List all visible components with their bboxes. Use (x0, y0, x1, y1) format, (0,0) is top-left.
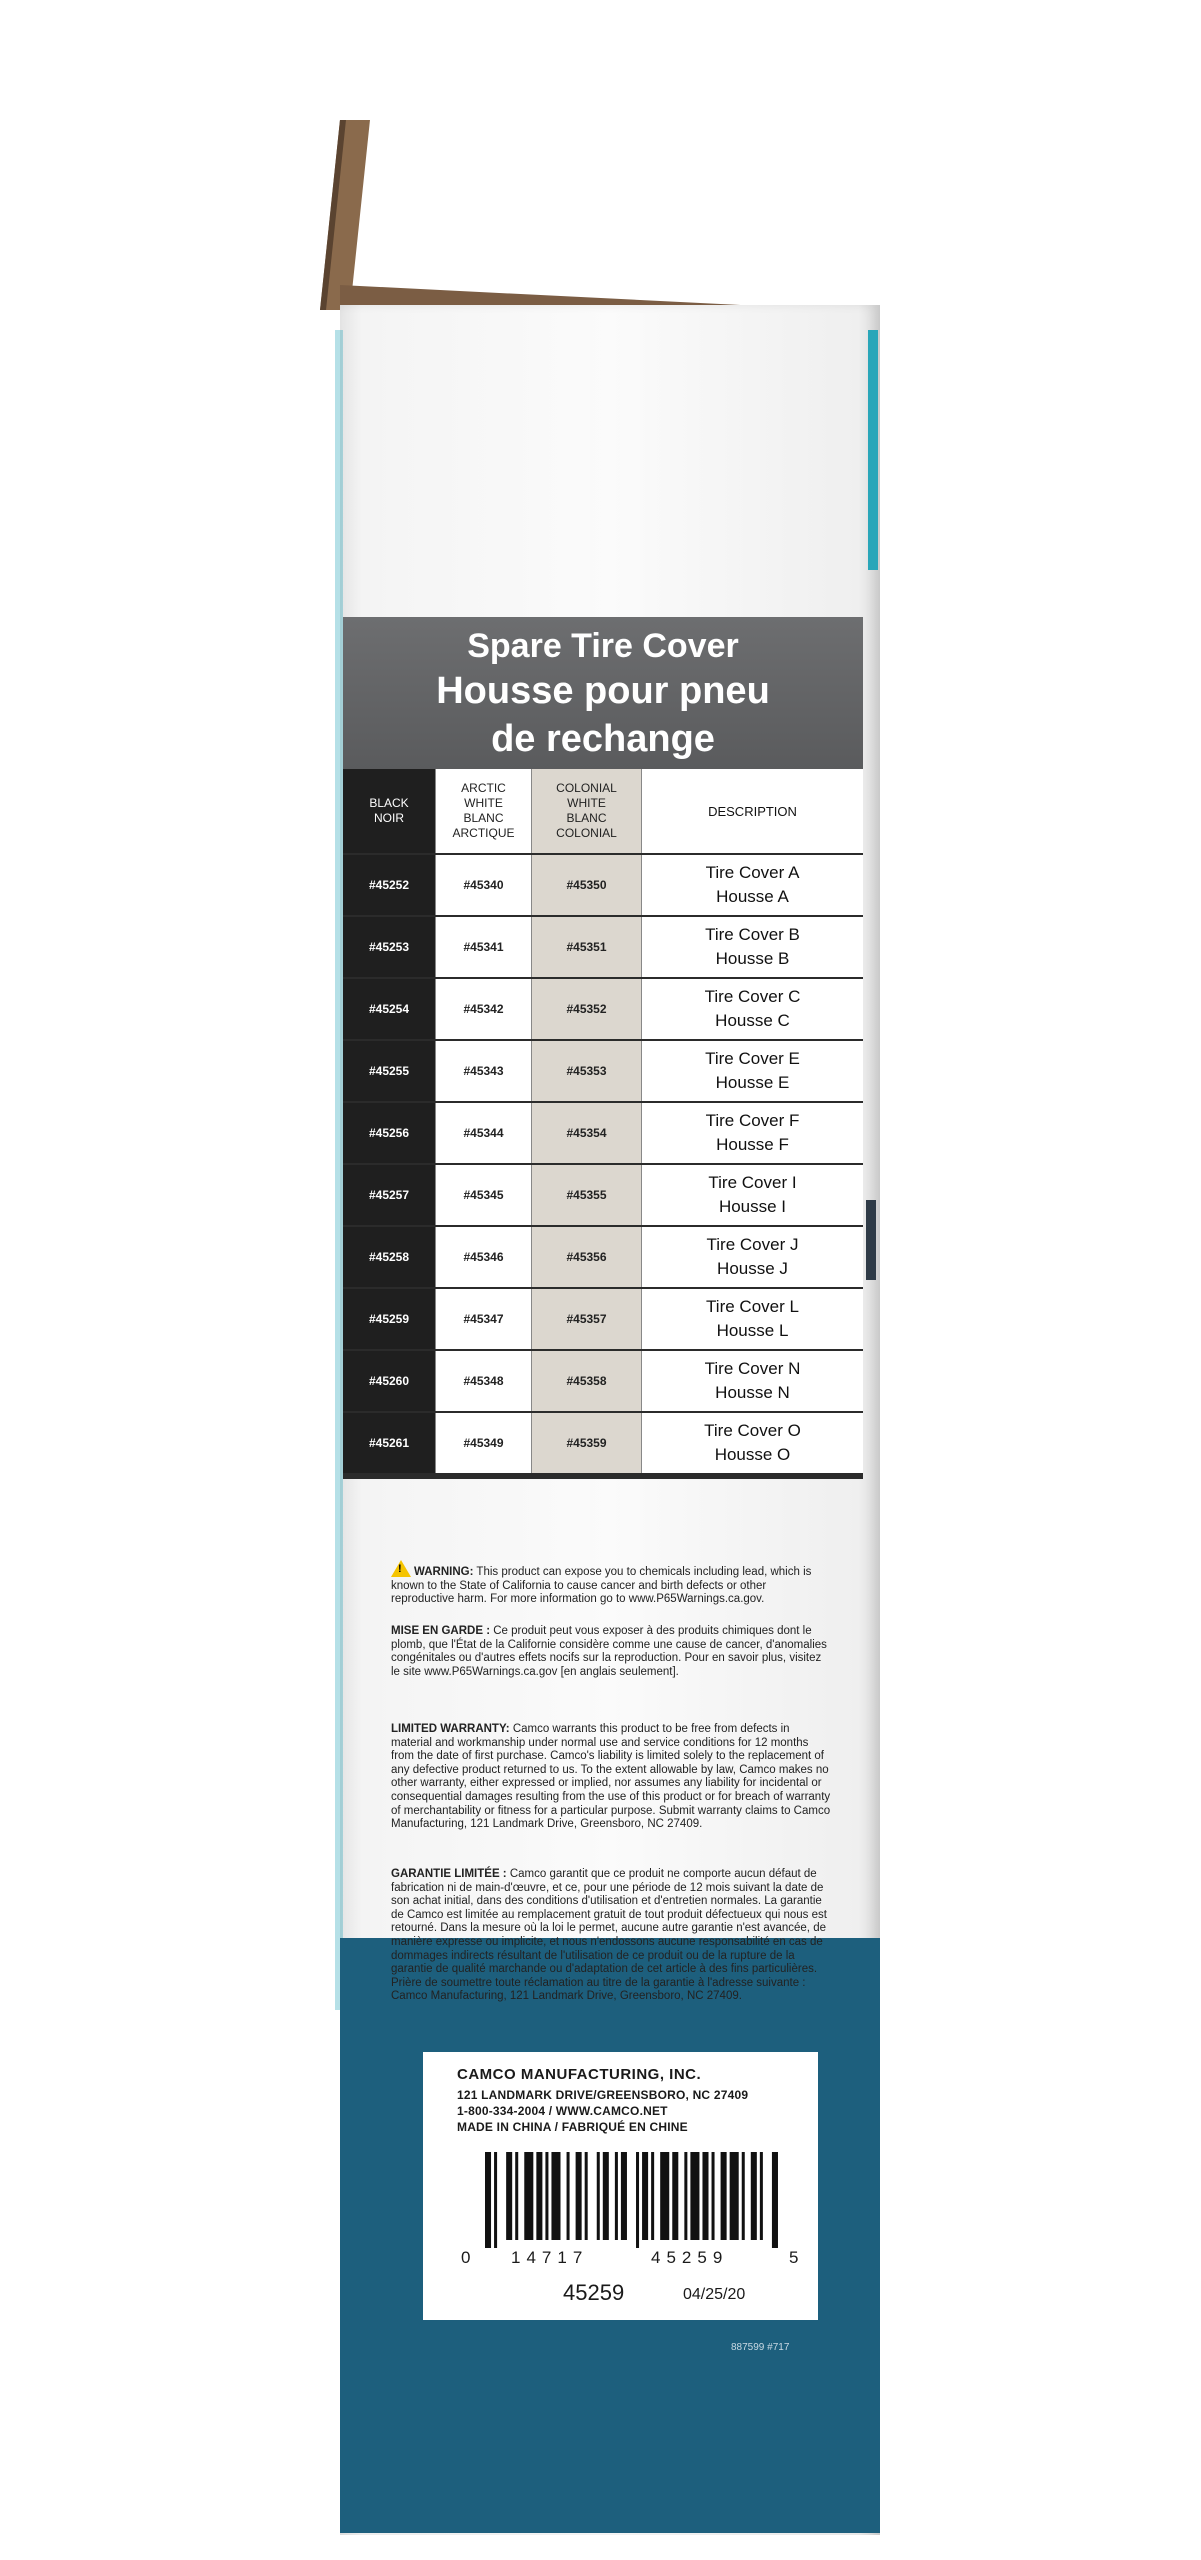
barcode-digit-first: 0 (461, 2248, 471, 2267)
cell-colonial-sku: #45359 (531, 1413, 641, 1473)
barcode-bar (742, 2152, 745, 2240)
cell-colonial-sku: #45350 (531, 855, 641, 915)
cell-black-sku: #45261 (343, 1413, 435, 1473)
barcode-bar (585, 2152, 588, 2240)
table-header-row (343, 769, 863, 853)
header-arctic: ARCTIC WHITE BLANC ARCTIQUE (435, 769, 531, 853)
cell-colonial-sku: #45352 (531, 979, 641, 1039)
header-colonial: COLONIAL WHITE BLANC COLONIAL (531, 769, 641, 853)
limited-warranty-label: LIMITED WARRANTY: (391, 1723, 510, 1735)
barcode-bar (615, 2152, 618, 2240)
cell-description (641, 917, 863, 977)
label-company: CAMCO MANUFACTURING, INC. (457, 2066, 702, 2083)
cell-description (641, 1413, 863, 1473)
cell-arctic-sku: #45340 (435, 855, 531, 915)
barcode-digit-last: 5 (789, 2248, 799, 2267)
garantie-limitee-block (391, 1868, 831, 2004)
cell-black-sku: #45254 (343, 979, 435, 1039)
barcode-bar (536, 2152, 542, 2240)
title-french-line-1: Housse pour pneu (436, 670, 770, 712)
title-english: Spare Tire Cover (467, 627, 739, 665)
barcode-bar (712, 2152, 715, 2240)
barcode-bar (642, 2152, 648, 2240)
barcode-bar (603, 2152, 609, 2240)
barcode-bar (721, 2152, 727, 2240)
cell-arctic-sku: #45345 (435, 1165, 531, 1225)
cell-colonial-sku: #45358 (531, 1351, 641, 1411)
desc-french: Housse N (715, 1383, 790, 1402)
desc-french: Housse I (718, 1197, 787, 1216)
table-row (343, 915, 863, 977)
warning-triangle-icon: ! (391, 1560, 411, 1577)
upc-label (423, 2052, 818, 2320)
table-bottom-rule (343, 1473, 863, 1479)
label-date: 04/25/20 (683, 2286, 746, 2303)
cell-description (641, 979, 863, 1039)
barcode-bar (494, 2152, 497, 2248)
header-description: DESCRIPTION (641, 769, 863, 853)
cell-description (641, 1351, 863, 1411)
desc-french: Housse B (715, 949, 790, 968)
mise-en-garde-label: MISE EN GARDE : (391, 1625, 491, 1637)
table-row (343, 977, 863, 1039)
desc-english: Tire Cover J (706, 1235, 799, 1254)
desc-english: Tire Cover N (704, 1359, 801, 1378)
desc-english: Tire Cover I (708, 1173, 797, 1192)
table-row (343, 1287, 863, 1349)
barcode-bar (751, 2152, 757, 2240)
desc-french: Housse A (716, 887, 789, 906)
table-row (343, 853, 863, 915)
barcode-bar (576, 2152, 582, 2240)
cell-black-sku: #45256 (343, 1103, 435, 1163)
limited-warranty-text: Camco warrants this product to be free from defects in material and workmanship under normal use and service conditions for 12 months from the date of first purchase. Camco's liability is limited solely to the replacement of any defective product returned to us. To the extent allowable by law, Camco makes no other warranty, either expressed or implied, nor assumes any liability for incidental or consequential damages resulting from the use of this product or for breach of warranty of merchantability or fitness for a particular purpose. Submit warranty claims to Camco Manufacturing, 121 Landmark Drive, Greensboro, NC 27409. (391, 1723, 831, 1831)
desc-english: Tire Cover B (705, 925, 800, 944)
box-left-accent (335, 330, 343, 2010)
cell-arctic-sku: #45347 (435, 1289, 531, 1349)
table-row (343, 1349, 863, 1411)
cell-colonial-sku: #45355 (531, 1165, 641, 1225)
barcode (485, 2152, 781, 2248)
cell-colonial-sku: #45356 (531, 1227, 641, 1287)
cell-arctic-sku: #45348 (435, 1351, 531, 1411)
barcode-bar (545, 2152, 548, 2240)
cell-description (641, 1289, 863, 1349)
desc-french: Housse L (716, 1321, 789, 1340)
cell-description (641, 1165, 863, 1225)
warning-block (391, 1560, 831, 1607)
cell-arctic-sku: #45341 (435, 917, 531, 977)
cell-black-sku: #45252 (343, 855, 435, 915)
barcode-digits-left: 14717 (511, 2248, 589, 2267)
barcode-bar (636, 2152, 639, 2248)
cell-description (641, 1227, 863, 1287)
label-origin: MADE IN CHINA / FABRIQUÉ EN CHINE (457, 2120, 688, 2134)
label-phone-web: 1-800-334-2004 / WWW.CAMCO.NET (457, 2104, 668, 2118)
cell-black-sku: #45253 (343, 917, 435, 977)
table-row (343, 1039, 863, 1101)
barcode-bar (515, 2152, 518, 2240)
barcode-bar (684, 2152, 687, 2240)
barcode-bar (672, 2152, 678, 2240)
desc-english: Tire Cover O (704, 1421, 801, 1440)
table-row (343, 1411, 863, 1473)
print-code: 887599 #717 (731, 2342, 790, 2353)
barcode-bar (485, 2152, 491, 2248)
barcode-digits-right: 45259 (651, 2248, 729, 2267)
desc-english: Tire Cover L (706, 1297, 799, 1316)
cell-arctic-sku: #45342 (435, 979, 531, 1039)
box-top-flap (320, 120, 370, 310)
barcode-bar (567, 2152, 570, 2240)
desc-french: Housse J (717, 1259, 788, 1278)
header-black: BLACK NOIR (343, 769, 435, 853)
cell-arctic-sku: #45343 (435, 1041, 531, 1101)
product-table (343, 617, 863, 1479)
warning-label: WARNING: (414, 1566, 474, 1578)
desc-english: Tire Cover E (705, 1049, 800, 1068)
barcode-bar (702, 2152, 708, 2240)
cell-description (641, 1041, 863, 1101)
cell-colonial-sku: #45354 (531, 1103, 641, 1163)
desc-french: Housse O (714, 1445, 791, 1464)
cell-black-sku: #45258 (343, 1227, 435, 1287)
desc-english: Tire Cover C (704, 987, 801, 1006)
table-row (343, 1225, 863, 1287)
warning-text: This product can expose you to chemicals including lead, which is known to the State of California to cause cancer and birth defects or other reproductive harm. For more information go to www.P65Warnings.ca.gov. (391, 1566, 812, 1606)
table-row (343, 1163, 863, 1225)
barcode-bar (524, 2152, 533, 2240)
barcode-bar (690, 2152, 699, 2240)
mise-en-garde-block (391, 1625, 831, 1679)
table-row (343, 1101, 863, 1163)
label-address: 121 LANDMARK DRIVE/GREENSBORO, NC 27409 (457, 2088, 749, 2102)
cell-colonial-sku: #45357 (531, 1289, 641, 1349)
title-french-line-2: de rechange (491, 718, 715, 760)
cell-colonial-sku: #45353 (531, 1041, 641, 1101)
barcode-bar (506, 2152, 512, 2240)
garantie-limitee-label: GARANTIE LIMITÉE : (391, 1868, 507, 1880)
barcode-bar (551, 2152, 560, 2240)
box-right-accent (868, 330, 878, 570)
desc-french: Housse E (715, 1073, 790, 1092)
desc-english: Tire Cover A (705, 863, 800, 882)
barcode-bar (772, 2152, 778, 2248)
table-title (343, 617, 863, 769)
cell-arctic-sku: #45344 (435, 1103, 531, 1163)
cell-colonial-sku: #45351 (531, 917, 641, 977)
mise-en-garde-text: Ce produit peut vous exposer à des produits chimiques dont le plomb, que l'État de la Californie considère comme une cause de cancer, d'anomalies congénitales ou d'autres effets nocifs sur la reproduction. Pour en savoir plus, visitez le site www.P65Warnings.ca.gov [en anglais seulement]. (391, 1625, 827, 1678)
desc-french: Housse F (716, 1135, 789, 1154)
cell-black-sku: #45259 (343, 1289, 435, 1349)
garantie-limitee-text: Camco garantit que ce produit ne comporte aucun défaut de fabrication ni de main-d'œuvre, et ce, pour une période de 12 mois suivant la date de son achat initial, dans des conditions d'utilisation et d'entretien normales. La garantie de Camco est limitée au remplacement gratuit de tout produit défectueux qui nous est retourné. Dans la mesure où la loi le permet, aucune autre garantie n'est avancée, de manière expresse ou implicite, et nous n'endossons aucune responsabilité en cas de dommages indirects résultant de l'utilisation de ce produit ou de la rupture de la garantie de qualité marchande ou d'adaptation de cet article à des fins particulières. Prière de soumettre toute réclamation au titre de la garantie à l'adresse suivante : Camco Manufacturing, 121 Landmark Drive, Greensboro, NC 27409. (391, 1868, 827, 2003)
cell-description (641, 855, 863, 915)
desc-english: Tire Cover F (705, 1111, 800, 1130)
barcode-bar (730, 2152, 739, 2240)
cell-arctic-sku: #45346 (435, 1227, 531, 1287)
barcode-bar (651, 2152, 654, 2240)
barcode-bar (621, 2152, 627, 2240)
barcode-bar (760, 2152, 763, 2240)
cell-black-sku: #45257 (343, 1165, 435, 1225)
cell-description (641, 1103, 863, 1163)
box-right-edge-mark (866, 1200, 876, 1280)
barcode-bar (660, 2152, 669, 2240)
desc-french: Housse C (715, 1011, 790, 1030)
cell-black-sku: #45260 (343, 1351, 435, 1411)
barcode-bar (597, 2152, 600, 2240)
label-sku: 45259 (563, 2280, 625, 2305)
limited-warranty-block (391, 1723, 831, 1832)
cell-arctic-sku: #45349 (435, 1413, 531, 1473)
cell-black-sku: #45255 (343, 1041, 435, 1101)
